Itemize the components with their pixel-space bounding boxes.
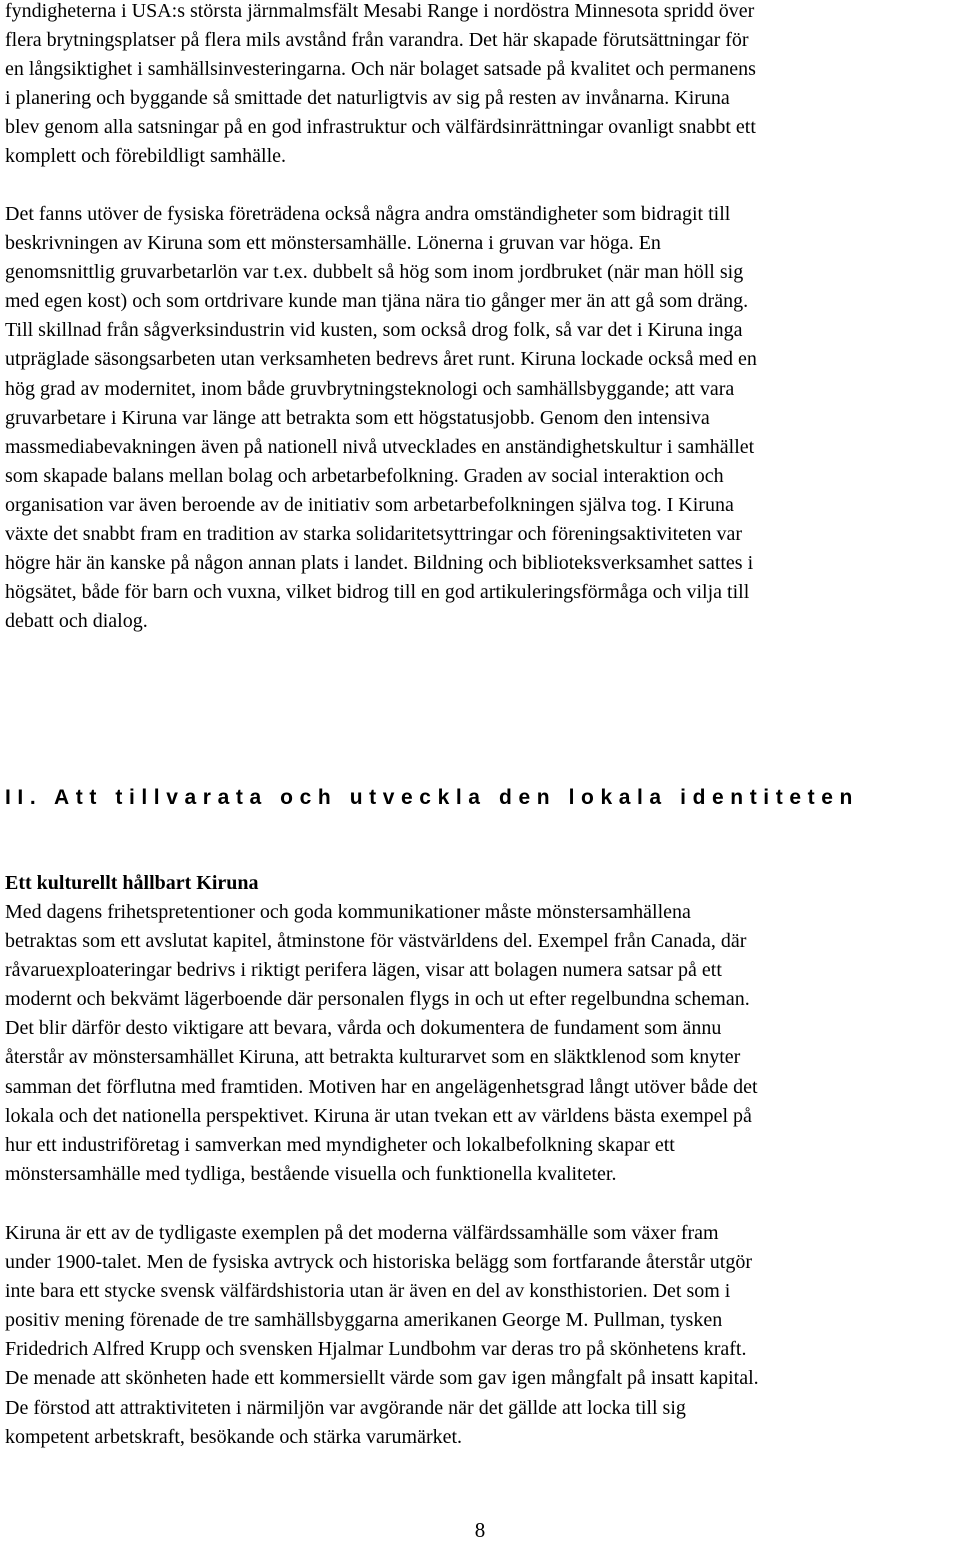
paragraph-welfare-society [5,1219,759,1452]
text-line: lokala och det nationella perspektivet. Kiruna är utan tvekan ett av världens bästa exempel på [5,1104,752,1127]
text-line: råvaruexploateringar bedrivs i riktigt perifera lägen, visar att bolagen numera satsar på ett [5,959,722,982]
paragraph-cultural-heritage [5,898,758,1189]
text-line: med egen kost) och som ortdrivare kunde man tjäna nära tio gånger mer än att gå som dräng. [5,290,749,313]
text-line: organisation var även beroende av de initiativ som arbetarbefolkningen själva tog. I Kiruna [5,493,734,516]
text-line: fyndigheterna i USA:s största järnmalmsfält Mesabi Range i nordöstra Minnesota spridd över [5,0,755,22]
text-line: positiv mening förenade de tre samhällsbyggarna amerikanen George M. Pullman, tysken [5,1309,723,1332]
text-line: Kiruna är ett av de tydligaste exemplen på det moderna välfärdssamhälle som växer fram [5,1222,719,1244]
text-line: flera brytningsplatser på flera mils avstånd från varandra. Det här skapade förutsättningar för [5,29,749,52]
paragraph-intro [5,0,756,172]
text-line: De menade att skönheten hade ett kommersiellt värde som gav igen mångfalt på insatt kapital. [5,1367,759,1390]
text-line: massmediabevakningen även på nationell nivå utvecklades en anständighetskultur i samhället [5,435,755,458]
text-line: högsätet, både för barn och vuxna, vilket bidrog till en god artikuleringsförmåga och vilja till [5,581,750,604]
text-line: genomsnittlig gruvarbetarlön var t.ex. dubbelt så hög som inom jordbruket (när man höll sig [5,261,744,284]
text-line: under 1900-talet. Men de fysiska avtryck och historiska belägg som fortfarande återstår utgör [5,1251,752,1274]
text-line: återstår av mönstersamhället Kiruna, att betrakta kulturarvet som en släktklenod som knyter [5,1046,741,1069]
text-line: utpräglade säsongsarbeten utan verksamheten bedrevs året runt. Kiruna lockade också med en [5,348,757,371]
text-line: De förstod att attraktiviteten i närmiljön var avgörande när det gällde att locka till sig [5,1396,686,1419]
text-line: högre här än kanske på någon annan plats i landet. Bildning och biblioteksverksamhet sattes i [5,552,754,575]
subsection-heading: Ett kulturellt hållbart Kiruna [5,872,259,894]
text-line: samman det förflutna med framtiden. Motiven har en angelägenhetsgrad långt utöver både det [5,1075,758,1098]
section-heading: II. Att tillvarata och utveckla den lokala identiteten [5,786,859,809]
text-line: Det fanns utöver de fysiska företrädena också några andra omständigheter som bidragit till [5,203,731,225]
text-line: modernt och bekvämt lägerboende där personalen flygs in och ut efter regelbundna scheman. [5,988,750,1011]
text-line: kompetent arbetskraft, besökande och stärka varumärket. [5,1425,463,1448]
text-line: växte det snabbt fram en tradition av starka solidaritetsyttringar och föreningsaktiviteten var [5,523,742,546]
text-line: som skapade balans mellan bolag och arbetarbefolkning. Graden av social interaktion och [5,464,724,487]
text-line: beskrivningen av Kiruna som ett mönstersamhälle. Lönerna i gruvan var höga. En [5,232,661,255]
text-line: blev genom alla satsningar på en god infrastruktur och välfärdsinrättningar ovanligt snabbt ett [5,116,756,139]
text-line: i planering och byggande så smittade det naturligtvis av sig på resten av invånarna. Kiruna [5,87,730,110]
text-line: gruvarbetare i Kiruna var länge att betrakta som ett högstatusjobb. Genom den intensiva [5,406,710,429]
text-line: mönstersamhälle med tydliga, bestående visuella och funktionella kvaliteter. [5,1162,617,1185]
text-line: betraktas som ett avslutat kapitel, åtminstone för västvärldens del. Exempel från Canada, där [5,930,747,953]
text-line: en långsiktighet i samhällsinvesteringarna. Och när bolaget satsade på kvalitet och permanens [5,58,756,81]
text-line: Fridedrich Alfred Krupp och svensken Hjalmar Lundbohm var deras tro på skönhetens kraft. [5,1338,747,1361]
text-line: Det blir därför desto viktigare att bevara, vårda och dokumentera de fundament som ännu [5,1017,722,1040]
text-line: komplett och förebildligt samhälle. [5,145,287,168]
text-line: hur ett industriföretag i samverkan med myndigheter och lokalbefolkning skapar ett [5,1133,675,1156]
text-line: Till skillnad från sågverksindustrin vid kusten, som också drog folk, så var det i Kiruna inga [5,319,743,342]
text-line: debatt och dialog. [5,610,148,633]
text-line: Med dagens frihetspretentioner och goda kommunikationer måste mönstersamhällena [5,901,691,923]
text-line: inte bara ett stycke svensk välfärdshistoria utan är även en del av konsthistorien. Det som i [5,1280,731,1303]
paragraph-circumstances [5,200,757,636]
text-line: hög grad av modernitet, inom både gruvbrytningsteknologi och samhällsbyggande; att vara [5,377,735,400]
page-number: 8 [474,1518,486,1542]
